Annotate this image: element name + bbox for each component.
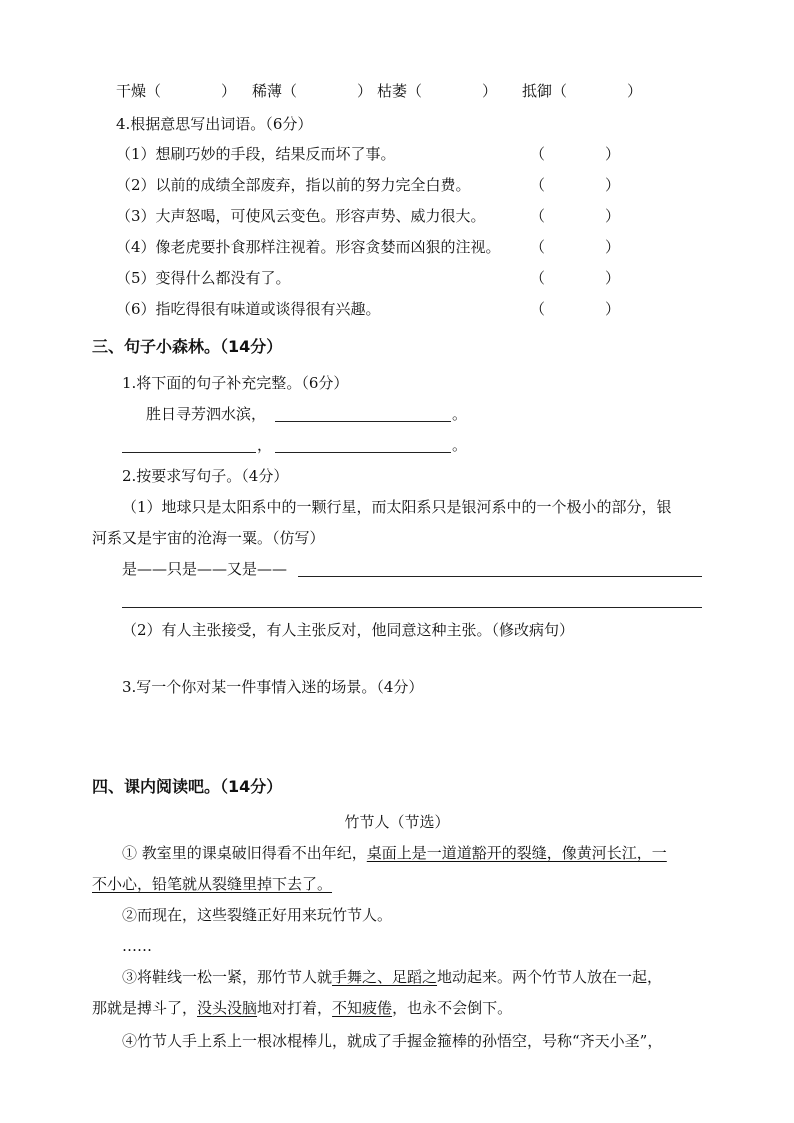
word-diyu: 抵御（ ） bbox=[522, 82, 643, 100]
passage-text: ① 教室里的课桌破旧得看不出年纪， bbox=[122, 844, 367, 862]
underlined-text: 桌面上是一道道豁开的裂缝，像黄河长江，一 bbox=[366, 844, 667, 862]
answer-line[interactable] bbox=[298, 576, 702, 577]
question-text: 河系又是宇宙的沧海一粟。（仿写） bbox=[92, 529, 325, 547]
q4-item-text: （1）想刷巧妙的手段，结果反而坏了事。 bbox=[116, 145, 396, 163]
pattern-prompt: 是——只是——又是—— bbox=[122, 560, 288, 578]
answer-paren[interactable]: （ ） bbox=[530, 269, 621, 287]
passage-line bbox=[122, 967, 662, 987]
punctuation: ， bbox=[257, 436, 273, 454]
passage-text: ，也永不会倒下。 bbox=[392, 999, 513, 1017]
passage-line: ④竹节人手上系上一根冰棍棒儿，就成了手握金箍棒的孙悟空，号称“齐天小圣”， bbox=[122, 1032, 663, 1050]
question-text: （2）有人主张接受，有人主张反对，他同意这种主张。（修改病句） bbox=[122, 621, 575, 639]
q4-title: 4.根据意思写出词语。（6分） bbox=[116, 115, 313, 133]
answer-paren[interactable]: （ ） bbox=[530, 145, 621, 163]
poem-line: 胜日寻芳泗水滨， bbox=[146, 405, 267, 423]
punctuation: 。 bbox=[452, 436, 468, 454]
question-text: （1）地球只是太阳系中的一颗行星，而太阳系只是银河系中的一个极小的部分，银 bbox=[122, 498, 672, 516]
question-title: 1.将下面的句子补充完整。（6分） bbox=[122, 374, 349, 392]
passage-title: 竹节人（节选） bbox=[344, 813, 450, 831]
answer-paren[interactable]: （ ） bbox=[530, 207, 621, 225]
passage-text: 地对打着， bbox=[257, 999, 333, 1017]
passage-text: ③将鞋线一松一紧，那竹节人就 bbox=[122, 968, 333, 986]
answer-line[interactable] bbox=[122, 607, 702, 608]
fill-blank[interactable] bbox=[275, 421, 451, 422]
q4-item-text: （3）大声怒喝，可使风云变色。形容声势、威力很大。 bbox=[116, 207, 486, 225]
underlined-text: 不知疲倦 bbox=[332, 999, 393, 1017]
section-heading: 三、句子小森林。（14分） bbox=[92, 337, 283, 356]
word-xibo: 稀薄（ ） bbox=[252, 82, 373, 100]
answer-paren[interactable]: （ ） bbox=[530, 238, 621, 256]
answer-paren[interactable]: （ ） bbox=[530, 300, 621, 318]
passage-line bbox=[92, 998, 512, 1018]
fill-blank[interactable] bbox=[275, 452, 451, 453]
passage-text: 地动起来。两个竹节人放在一起， bbox=[437, 968, 663, 986]
fill-blank[interactable] bbox=[122, 452, 256, 453]
section-heading: 四、课内阅读吧。（14分） bbox=[92, 777, 283, 796]
passage-text: 那就是搏斗了， bbox=[92, 999, 198, 1017]
question-title: 2.按要求写句子。（4分） bbox=[122, 467, 289, 485]
answer-paren[interactable]: （ ） bbox=[530, 176, 621, 194]
q4-item-text: （4）像老虎要扑食那样注视着。形容贪婪而凶狠的注视。 bbox=[116, 238, 501, 256]
q4-item-text: （5）变得什么都没有了。 bbox=[116, 269, 291, 287]
word-ganzao: 干燥（ ） bbox=[116, 82, 237, 100]
underlined-text: 手舞之、足蹈之 bbox=[332, 968, 438, 986]
word-kuwei: 枯萎（ ） bbox=[377, 82, 498, 100]
passage-line bbox=[122, 843, 667, 863]
underlined-text: 没头没脑 bbox=[197, 999, 258, 1017]
q4-item-text: （2）以前的成绩全部废弃，指以前的努力完全白费。 bbox=[116, 176, 471, 194]
passage-line: ②而现在，这些裂缝正好用来玩竹节人。 bbox=[122, 906, 393, 924]
punctuation: 。 bbox=[452, 405, 468, 423]
underlined-text: 不小心，铅笔就从裂缝里掉下去了。 bbox=[92, 875, 333, 893]
ellipsis: …… bbox=[122, 937, 152, 955]
question-title: 3.写一个你对某一件事情入迷的场景。（4分） bbox=[122, 678, 424, 696]
q4-item-text: （6）指吃得很有味道或谈得很有兴趣。 bbox=[116, 300, 381, 318]
